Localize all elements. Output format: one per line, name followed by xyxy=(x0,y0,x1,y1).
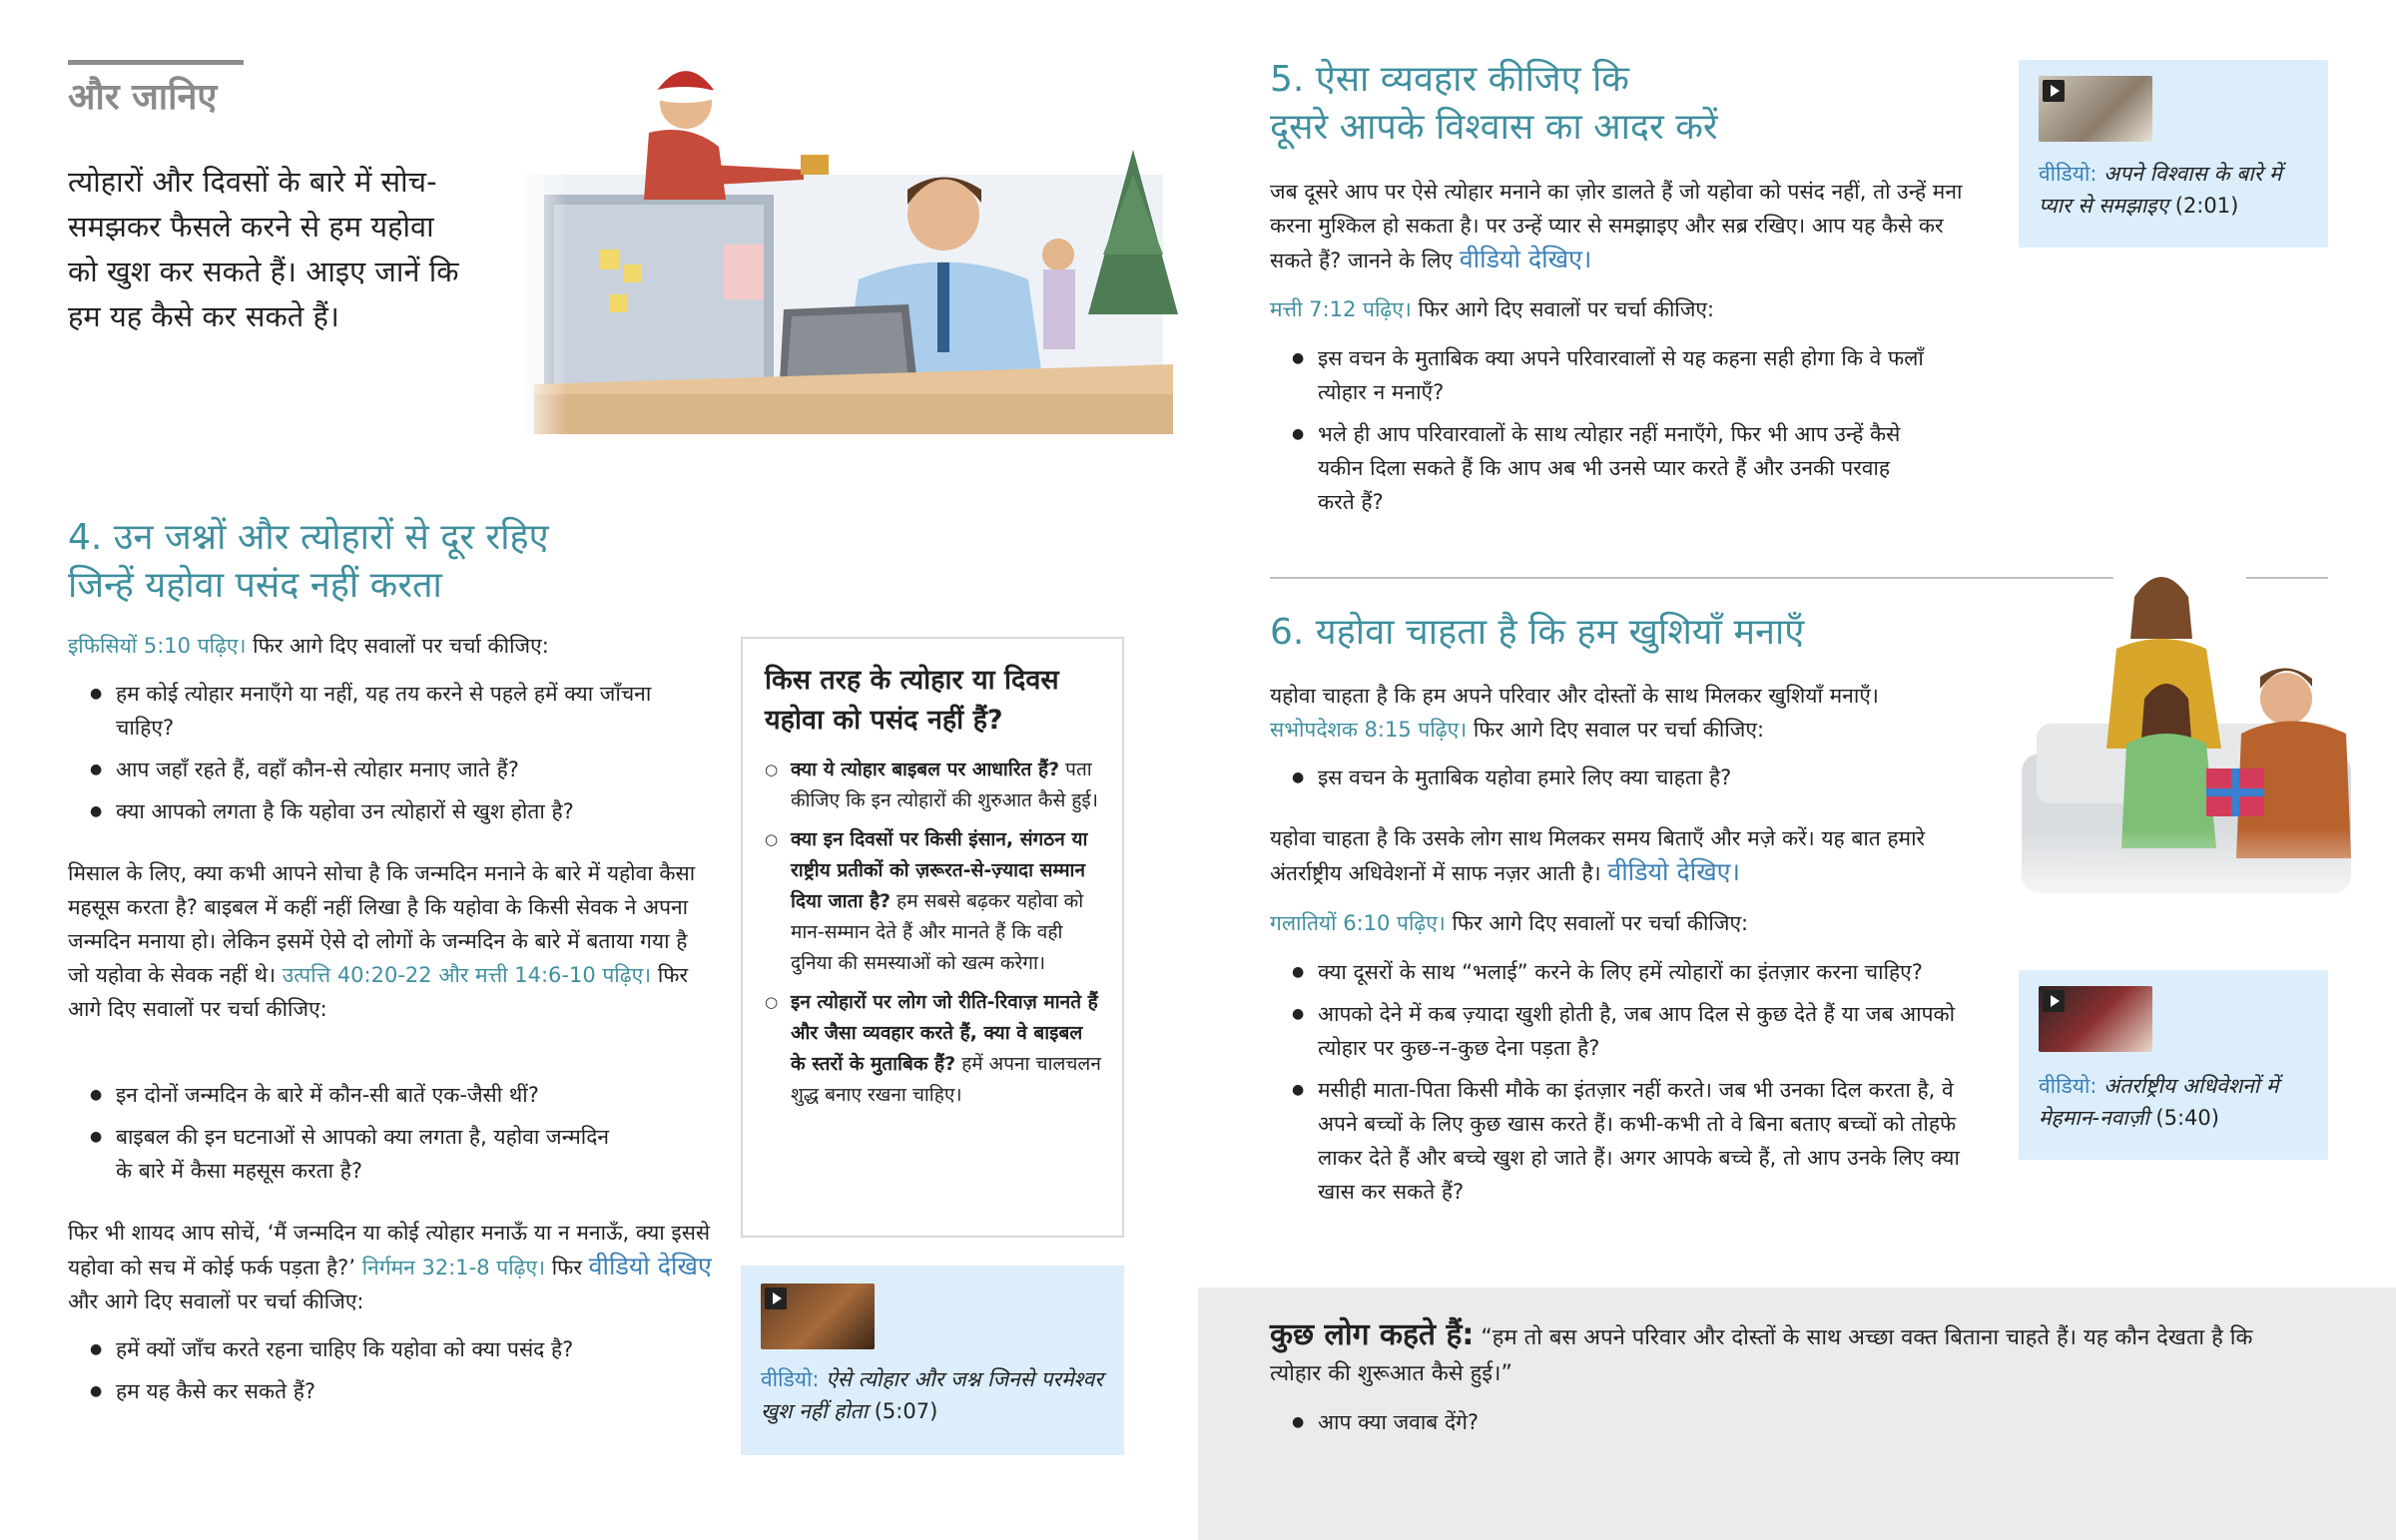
section-5-questions xyxy=(1270,341,1929,527)
video-title: अंतर्राष्ट्रीय अधिवेशनों में मेहमान-नवाज़ी xyxy=(2039,1074,2279,1130)
question-item: ● आपको देने में कब ज़्यादा खुशी होती है, जब आप दिल से कुछ देते हैं या जब आपको त्योहार पर कुछ-न-कुछ देना पड़ता है? xyxy=(1270,997,1979,1065)
play-icon[interactable] xyxy=(765,1287,787,1309)
question-item: ● हम यह कैसे कर सकते हैं? xyxy=(68,1374,687,1408)
section-4-paragraph-exodus xyxy=(68,1216,717,1318)
section-6-paragraph-2 xyxy=(1270,821,1949,890)
some-people-say-box xyxy=(1198,1287,2396,1540)
video-duration: (2:01) xyxy=(2168,194,2239,218)
sidebar-item-question: क्या इन दिवसों पर किसी इंसान, संगठन या राष्ट्रीय प्रतीकों को ज़रूरत-से-ज़्यादा सम्मान दिया जाता है? xyxy=(791,828,1088,912)
paragraph-text: मिसाल के लिए, क्या कभी आपने सोचा है कि जन्मदिन मनाने के बारे में यहोवा कैसा महसूस करता है? बाइबल में कहीं नहीं लिखा है कि यहोवा के किसी सेवक ने अपना जन्मदिन मनाया हो। लेकिन इसमें ऐसे दो लोगों के जन्मदिन के बारे में बताया गया है जो यहोवा के सेवक नहीं थे। xyxy=(68,861,696,987)
video-caption[interactable] xyxy=(2039,1070,2318,1134)
paragraph-text: फिर भी शायद आप सोचें, ‘मैं जन्मदिन या कोई त्योहार मनाऊँ या न मनाऊँ, क्या इससे यहोवा को सच में कोई फर्क पड़ता है?’ xyxy=(68,1221,711,1280)
read-instruction-text: फिर आगे दिए सवालों पर चर्चा कीजिए: xyxy=(246,634,549,658)
question-item: ● बाइबल की इन घटनाओं से आपको क्या लगता है, यहोवा जन्मदिन के बारे में कैसा महसूस करता है? xyxy=(68,1120,627,1188)
section-4-questions xyxy=(68,677,667,836)
sidebar-item-answer: हमें अपना चालचलन शुद्ध बनाए रखना चाहिए। xyxy=(791,1053,1101,1106)
paragraph-text: फिर xyxy=(545,1256,589,1280)
video-box-conventions[interactable] xyxy=(2019,970,2328,1160)
paragraph-text: फिर आगे दिए सवाल पर चर्चा कीजिए: xyxy=(1467,718,1765,742)
paragraph-text: जब दूसरे आप पर ऐसे त्योहार मनाने का ज़ोर डालते हैं जो यहोवा को पसंद नहीं, तो उन्हें मना करना मुश्किल हो सकता है। पर उन्हें प्यार से समझाइए और सब्र रखिए। आप यह कैसे कर सकते हैं? जानने के लिए xyxy=(1270,180,1963,272)
scripture-link-galatians[interactable]: गलातियों 6:10 पढ़िए। xyxy=(1270,911,1446,935)
question-item: ● हम कोई त्योहार मनाएँगे या नहीं, यह तय करने से पहले हमें क्या जाँचना चाहिए? xyxy=(68,677,667,745)
intro-text: त्योहारों और दिवसों के बारे में सोच-समझकर फैसले करने से हम यहोवा को खुश कर सकते हैं। आइए जानें कि हम यह कैसे कर सकते हैं। xyxy=(68,165,459,333)
question-item: ● भले ही आप परिवारवालों के साथ त्योहार नहीं मनाएँगे, फिर भी आप उन्हें कैसे यकीन दिला सकते हैं कि आप अब भी उनसे प्यार करते हैं और उनकी परवाह करते हैं? xyxy=(1270,417,1929,519)
scripture-link-ecclesiastes[interactable]: सभोपदेशक 8:15 पढ़िए। xyxy=(1270,718,1468,742)
question-item: ● इस वचन के मुताबिक क्या अपने परिवारवालों से यह कहना सही होगा कि वे फलाँ त्योहार न मनाएँ? xyxy=(1270,341,1929,409)
video-caption[interactable] xyxy=(2039,158,2318,222)
video-thumbnail[interactable] xyxy=(2039,986,2152,1052)
sidebar-title: किस तरह के त्योहार या दिवस यहोवा को पसंद नहीं हैं? xyxy=(765,665,1059,736)
video-title: ऐसे त्योहार और जश्न जिनसे परमेश्वर खुश नहीं होता xyxy=(761,1367,1103,1423)
scripture-link-genesis-matthew[interactable]: उत्पत्ति 40:20-22 और मत्ती 14:6-10 पढ़िए। xyxy=(282,963,652,987)
scripture-link-matthew[interactable]: मत्ती 7:12 पढ़िए। xyxy=(1270,297,1412,321)
watch-video-link[interactable]: वीडियो देखिए। xyxy=(1607,857,1740,886)
section-4-questions-2 xyxy=(68,1078,627,1196)
question-item: ● आप क्या जवाब देंगे? xyxy=(1270,1405,2069,1439)
section-6-paragraph-1 xyxy=(1270,679,1929,747)
video-thumbnail[interactable] xyxy=(2039,76,2152,142)
question-item: ● क्या आपको लगता है कि यहोवा उन त्योहारों से खुश होता है? xyxy=(68,794,667,828)
question-item: ● क्या दूसरों के साथ “भलाई” करने के लिए हमें त्योहारों का इंतज़ार करना चाहिए? xyxy=(1270,955,1979,989)
question-item: ● इन दोनों जन्मदिन के बारे में कौन-सी बातें एक-जैसी थीं? xyxy=(68,1078,627,1112)
section-divider xyxy=(1270,577,2113,579)
sidebar-item-answer: हम सबसे बढ़कर यहोवा को मान-सम्मान देते हैं और मानते हैं कि वही दुनिया की समस्याओं को खत्म करेगा। xyxy=(791,890,1084,974)
sidebar-list xyxy=(765,755,1102,1111)
kicker-rule xyxy=(68,60,244,65)
sidebar-item-question: इन त्योहारों पर लोग जो रीति-रिवाज़ मानते हैं और जैसा व्यवहार करते हैं, क्या वे बाइबल के स्तरों के मुताबिक हैं? xyxy=(791,991,1098,1075)
section-5-title-line1: 5. ऐसा व्यवहार कीजिए कि xyxy=(1270,59,1629,100)
scripture-link-exodus[interactable]: निर्गमन 32:1-8 पढ़िए। xyxy=(361,1256,546,1280)
question-item: ● हमें क्यों जाँच करते रहना चाहिए कि यहोवा को क्या पसंद है? xyxy=(68,1332,687,1366)
video-label: वीडियो: xyxy=(2039,1074,2097,1098)
sidebar-item-question: क्या ये त्योहार बाइबल पर आधारित हैं? xyxy=(791,759,1060,780)
sidebar-item-answer: पता कीजिए कि इन त्योहारों की शुरुआत कैसे हुई। xyxy=(791,759,1098,811)
question-item: ● इस वचन के मुताबिक यहोवा हमारे लिए क्या चाहता है? xyxy=(1270,761,1929,794)
section-5-read-instruction xyxy=(1270,292,1969,326)
video-box-holidays[interactable] xyxy=(741,1266,1124,1455)
paragraph-text: फिर आगे दिए सवालों पर चर्चा कीजिए: xyxy=(68,963,689,1021)
section-6-questions-1 xyxy=(1270,761,1929,802)
paragraph-text: यहोवा चाहता है कि उसके लोग साथ मिलकर समय बिताएँ और मज़े करें। यह बात हमारे अंतर्राष्ट्रीय अधिवेशनों में साफ नज़र आती है। xyxy=(1270,826,1926,885)
section-4-title-line1: 4. उन जश्नों और त्योहारों से दूर रहिए xyxy=(68,517,549,558)
some-people-say-text: “हम तो बस अपने परिवार और दोस्तों के साथ अच्छा वक्त बिताना चाहते हैं। यह कौन देखता है कि त्योहार की शुरूआत कैसे हुई।” xyxy=(1270,1325,2253,1386)
sidebar-item xyxy=(765,824,1102,979)
section-4-paragraph-birthdays xyxy=(68,856,707,1026)
section-6-questions-2 xyxy=(1270,955,1979,1217)
some-people-say-label: कुछ लोग कहते हैं: xyxy=(1270,1317,1475,1352)
section-4-read-instruction xyxy=(68,629,707,663)
section-5-paragraph xyxy=(1270,175,1969,277)
section-6-read-instruction xyxy=(1270,906,1949,940)
read-instruction-text: फिर आगे दिए सवालों पर चर्चा कीजिए: xyxy=(1445,911,1749,935)
watch-video-link[interactable]: वीडियो देखिए xyxy=(588,1252,712,1281)
some-people-say-questions xyxy=(1270,1405,2069,1447)
video-title: अपने विश्वास के बारे में प्यार से समझाइए xyxy=(2039,162,2282,218)
family-gift-illustration xyxy=(2017,559,2396,918)
section-6-title: 6. यहोवा चाहता है कि हम खुशियाँ मनाएँ xyxy=(1270,612,1805,653)
video-label: वीडियो: xyxy=(761,1367,820,1391)
sidebar-which-holidays xyxy=(741,637,1124,1238)
question-item: ● मसीही माता-पिता किसी मौके का इंतज़ार नहीं करते। जब भी उनका दिल करता है, वे अपने बच्चों के लिए कुछ खास करते हैं। कभी-कभी तो वे बिना बताए बच्चों को तोहफे लाकर देते हैं और बच्चे खुश हो जाते हैं। अगर आपके बच्चे हैं, तो आप उनके लिए क्या खास कर सकते हैं? xyxy=(1270,1073,1979,1209)
video-caption[interactable] xyxy=(761,1363,1110,1427)
kicker-heading: और जानिए xyxy=(68,77,218,118)
watch-video-link[interactable]: वीडियो देखिए। xyxy=(1459,245,1592,273)
sidebar-item xyxy=(765,755,1102,816)
video-box-explain-beliefs[interactable] xyxy=(2019,60,2328,248)
office-gift-illustration xyxy=(514,55,1183,439)
question-item: ● आप जहाँ रहते हैं, वहाँ कौन-से त्योहार मनाए जाते हैं? xyxy=(68,753,667,786)
paragraph-text: यहोवा चाहता है कि हम अपने परिवार और दोस्तों के साथ मिलकर खुशियाँ मनाएँ। xyxy=(1270,684,1879,708)
scripture-link-ephesians[interactable]: इफिसियों 5:10 पढ़िए। xyxy=(68,634,247,658)
section-4-title xyxy=(68,514,707,610)
section-5-title xyxy=(1270,56,1969,152)
video-label: वीडियो: xyxy=(2039,162,2097,186)
video-thumbnail[interactable] xyxy=(761,1283,875,1349)
section-4-questions-3 xyxy=(68,1332,687,1416)
read-instruction-text: फिर आगे दिए सवालों पर चर्चा कीजिए: xyxy=(1411,297,1715,321)
play-icon[interactable] xyxy=(2043,80,2065,102)
section-4-title-line2: जिन्हें यहोवा पसंद नहीं करता xyxy=(68,565,442,606)
video-duration: (5:40) xyxy=(2148,1106,2219,1130)
paragraph-text: और आगे दिए सवालों पर चर्चा कीजिए: xyxy=(68,1289,364,1313)
section-5-title-line2: दूसरे आपके विश्वास का आदर करें xyxy=(1270,107,1718,148)
video-duration: (5:07) xyxy=(868,1399,938,1423)
some-people-say-quote xyxy=(1270,1317,2308,1392)
sidebar-item xyxy=(765,987,1102,1111)
play-icon[interactable] xyxy=(2043,990,2065,1012)
